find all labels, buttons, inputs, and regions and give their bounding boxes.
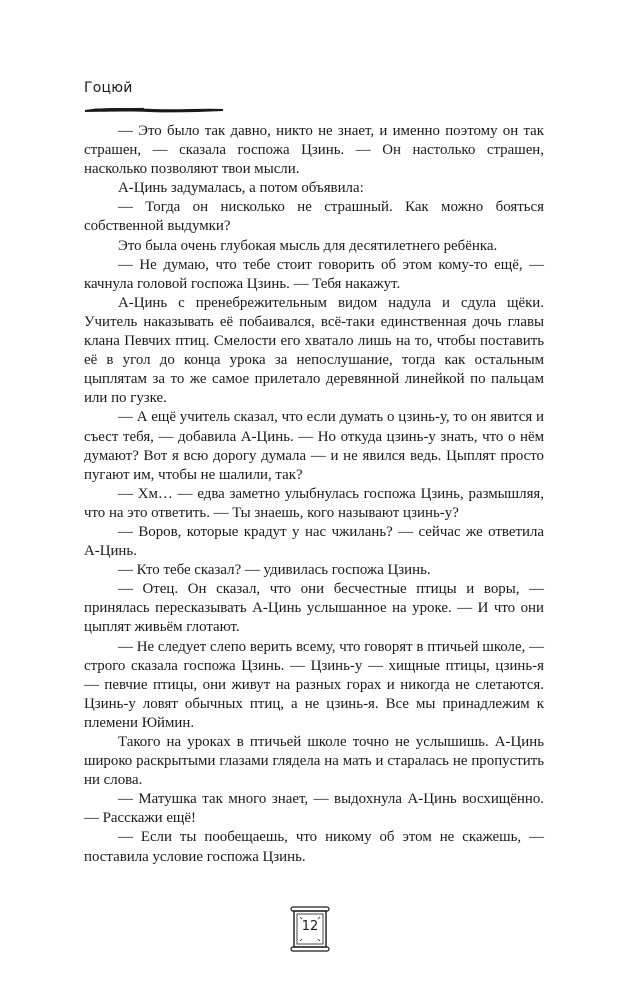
page-number-badge	[289, 905, 331, 953]
paragraph: — Матушка так много знает, — выдохнула А-Цинь восхищённо. — Расскажи ещё!	[84, 791, 544, 827]
body-text	[84, 122, 544, 867]
paragraph: — А ещё учитель сказал, что если думать о цзинь-у, то он явится и съест тебя, — добавила А-Цинь. — Но откуда цзинь-у знать, что о нём думают? Вот я всю дорогу думала — и не явился ведь. Цыплят просто пугают им, чтобы не шалили, так?	[84, 409, 544, 483]
paragraph: — Хм… — едва заметно улыбнулась госпожа Цзинь, размышляя, что на это ответить. — Ты знаешь, кого называют цзинь-у?	[84, 485, 544, 521]
brush-stroke-divider	[84, 104, 224, 114]
paragraph: — Если ты пообещаешь, что никому об этом не скажешь, — поставила условие госпожа Цзинь.	[84, 829, 544, 865]
paragraph: — Не думаю, что тебе стоит говорить об этом кому-то ещё, — качнула головой госпожа Цзинь. — Тебя накажут.	[84, 256, 544, 292]
paragraph: Такого на уроках в птичьей школе точно не услышишь. А-Цинь широко раскрытыми глазами глядела на мать и старалась не пропустить ни слова.	[84, 734, 544, 789]
paragraph: — Не следует слепо верить всему, что говорят в птичьей школе, — строго сказала госпожа Цзинь. — Цзинь-у — хищные птицы, цзинь-я — певчие птицы, они живут на разных горах и никогда не слетаются. Цзинь-у ловят обычных птиц, а не цзинь-я. Все мы принадлежим к племени Юймин.	[84, 638, 544, 731]
paragraph: А-Цинь задумалась, а потом объявила:	[118, 180, 364, 197]
paragraph: — Кто тебе сказал? — удивилась госпожа Цзинь.	[118, 562, 431, 579]
paragraph: Это была очень глубокая мысль для десятилетнего ребёнка.	[118, 237, 498, 254]
page-number: 12	[301, 919, 319, 934]
paragraph: — Отец. Он сказал, что они бесчестные птицы и воры, — принялась пересказывать А-Цинь услышанное на уроке. — И что они цыплят живьём глотают.	[84, 581, 544, 636]
paragraph: — Это было так давно, никто не знает, и именно поэтому он так страшен, — сказала госпожа Цзинь. — Он настолько страшен, насколько позволяют твои мысли.	[84, 123, 544, 178]
paragraph: — Воров, которые крадут у нас чжилань? — сейчас же ответила А-Цинь.	[84, 523, 544, 560]
paragraph: А-Цинь с пренебрежительным видом надула и сдула щёки. Учитель наказывать её побаивался, всё-таки единственная дочь главы клана Певчих птиц. Смелости его хватало лишь на то, чтобы поставить её в угол до конца урока за непослушание, тогда как остальным цыплятам за то же самое прилетало деревянной линейкой по пальцам или по гузке.	[84, 294, 544, 407]
running-head-title: Гоцюй	[84, 80, 133, 96]
paragraph: — Тогда он нисколько не страшный. Как можно бояться собственной выдумки?	[84, 199, 544, 235]
